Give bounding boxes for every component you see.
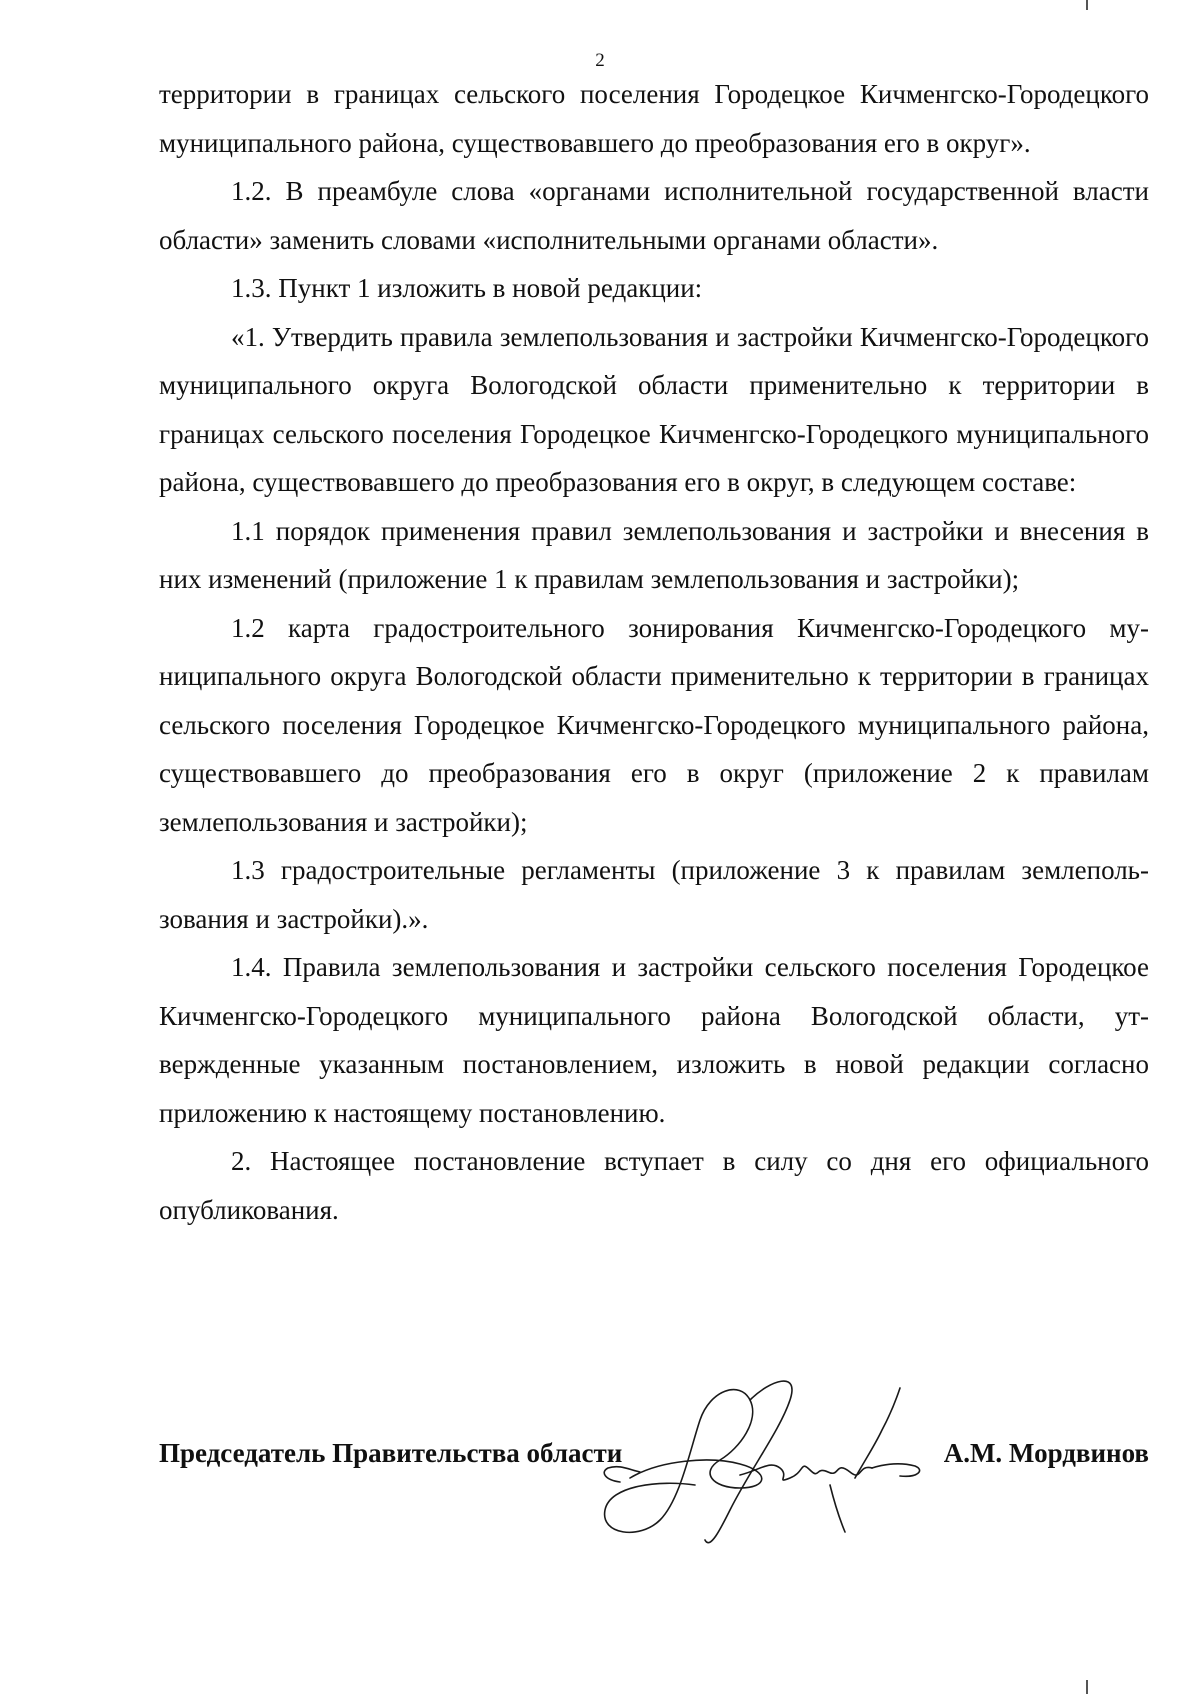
paragraph-1-3-text: «1. Утвердить правила землепользования и застройки Кичменгско-Городецкого муниципального округа Вологодской области применительно к территории в границах сельского поселения Городецкое Кичменгско-Городецкого муниципального района, существовавшего до преобразования его в округ, в следующем составе: (159, 321, 1149, 497)
paragraph-1-2: 1.2. В преамбуле слова «органами исполнительной государственной власти области» заменить словами «исполнительными органами области». (159, 176, 1149, 255)
paragraph-2: 2. Настоящее постановление вступает в силу со дня его официального опубликования. (159, 1146, 1149, 1225)
document-body (159, 70, 1149, 1234)
signatory-name: А.М. Мордвинов (943, 1438, 1149, 1468)
scan-mark-bottom (1086, 1680, 1088, 1694)
page-number: 2 (595, 50, 605, 71)
paragraph-1-3: 1.3. Пункт 1 изложить в новой редакции: (231, 273, 703, 303)
paragraph-continuation: территории в границах сельского поселения Городецкое Кичменгско-Городецкого муниципального района, существовавшего до преобразования его в округ». (159, 79, 1149, 158)
signatory-title: Председатель Правительства области (159, 1438, 623, 1468)
paragraph-item-1-2: 1.2 карта градостроительного зонирования Кичменгско-Городецкого муниципального округа Вологодской области применительно к территории в границах сельского поселения Городецкое Кичменгско-Городецкого муниципального района, существовавшего до преобразования его в округ (приложение 2 к правилам землепользования и застройки); (159, 612, 1149, 837)
paragraph-1-4: 1.4. Правила землепользования и застройки сельского поселения Городецкое Кичменгско-Городецкого муниципального района Вологодской области, утвержденные указанным постановлением, изложить в новой редакции согласно приложению к настоящему постановлению. (159, 952, 1149, 1128)
paragraph-item-1-3: 1.3 градостроительные регламенты (приложение 3 к правилам землепользования и застройки).». (159, 855, 1149, 934)
paragraph-item-1-1: 1.1 порядок применения правил землепользования и застройки и внесения в них изменений (приложение 1 к правилам землепользования и застройки); (159, 515, 1149, 594)
scan-mark-top (1086, 0, 1088, 10)
handwritten-signature (600, 1360, 960, 1560)
